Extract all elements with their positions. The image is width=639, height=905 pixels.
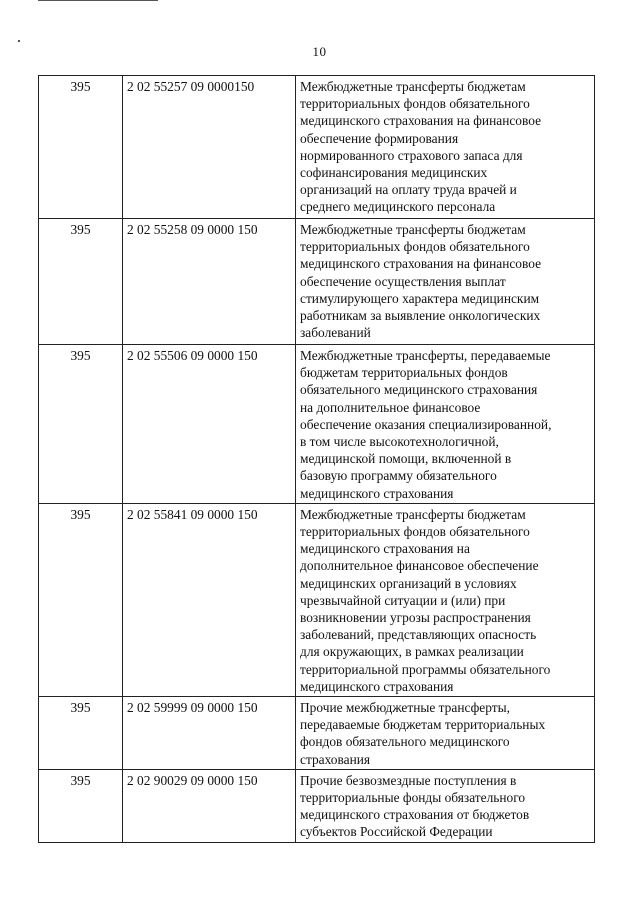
scan-mark-dot [18,40,20,42]
description-cell [296,503,595,696]
description-line: медицинского страхования [300,485,454,501]
description-cell [296,76,595,219]
description-cell [296,697,595,770]
description-line: обеспечение оказания специализированной, [300,416,552,432]
table-row [39,769,595,842]
budget-code-cell: 2 02 55257 09 0000150 [123,76,296,219]
description-line: базовую программу обязательного [300,468,497,484]
description-line: территориальные фонды обязательного [300,790,526,806]
description-line: обеспечение осуществления выплат [300,273,506,289]
budget-code-cell: 2 02 59999 09 0000 150 [123,697,296,770]
description-line: медицинских организаций в условиях [300,575,517,591]
description-cell [296,345,595,504]
table-row [39,503,595,696]
description-line: медицинской помощи, включенной в [300,451,512,467]
description-line: территориальных фондов обязательного [300,524,530,540]
description-line: Межбюджетные трансферты бюджетам [300,506,526,522]
table-body [39,76,595,843]
description-line: Прочие межбюджетные трансферты, [300,700,510,716]
description-line: медицинского страхования на [300,541,470,557]
description-line: работникам за выявление онкологических [300,308,541,324]
description-line: обеспечение формирования [300,130,459,146]
description-line: обязательного медицинского страхования [300,382,538,398]
description-line: для окружающих, в рамках реализации [300,644,524,660]
admin-code-cell: 395 [39,769,123,842]
description-line: медицинского страхования на финансовое [300,113,542,129]
description-cell [296,769,595,842]
budget-code-cell: 2 02 55258 09 0000 150 [123,219,296,345]
admin-code-cell: 395 [39,76,123,219]
table-row [39,219,595,345]
description-line: организаций на оплату труда врачей и [300,182,517,198]
description-line: возникновении угрозы распространения [300,610,531,626]
description-line: заболеваний, представляющих опасность [300,627,537,643]
description-line: стимулирующего характера медицинским [300,290,540,306]
description-line: медицинского страхования на финансовое [300,256,542,272]
table-row [39,76,595,219]
page-number: 10 [312,44,327,59]
description-line: Межбюджетные трансферты бюджетам [300,222,526,237]
description-line: субъектов Российской Федерации [300,824,493,840]
admin-code-cell: 395 [39,345,123,504]
budget-code-cell: 2 02 90029 09 0000 150 [123,769,296,842]
budget-classification-table [38,75,595,843]
admin-code-cell: 395 [39,697,123,770]
scan-mark-top [38,0,158,1]
description-line: территориальной программы обязательного [300,661,551,677]
description-line: страхования [300,751,371,767]
description-line: чрезвычайной ситуации и (или) при [300,592,506,608]
description-line: дополнительное финансовое обеспечение [300,558,539,574]
description-line: Межбюджетные трансферты бюджетам [300,79,526,94]
budget-code-cell: 2 02 55506 09 0000 150 [123,345,296,504]
description-line: нормированного страхового запаса для [300,147,523,163]
budget-code-cell: 2 02 55841 09 0000 150 [123,503,296,696]
description-line: медицинского страхования [300,678,454,694]
description-line: передаваемые бюджетам территориальных [300,717,546,733]
admin-code-cell: 395 [39,503,123,696]
description-cell [296,219,595,345]
description-line: на дополнительное финансовое [300,399,481,415]
description-line: Прочие безвозмездные поступления в [300,772,517,788]
description-line: медицинского страхования от бюджетов [300,807,530,823]
table-row [39,345,595,504]
description-line: бюджетам территориальных фондов [300,365,508,381]
admin-code-cell: 395 [39,219,123,345]
description-line: фондов обязательного медицинского [300,734,510,750]
description-line: территориальных фондов обязательного [300,239,530,255]
description-line: в том числе высокотехнологичной, [300,434,499,450]
description-line: софинансирования медицинских [300,165,488,181]
description-line: среднего медицинского персонала [300,199,496,215]
description-line: Межбюджетные трансферты, передаваемые [300,348,551,363]
table-row [39,697,595,770]
description-line: территориальных фондов обязательного [300,96,530,112]
description-line: заболеваний [300,325,371,341]
